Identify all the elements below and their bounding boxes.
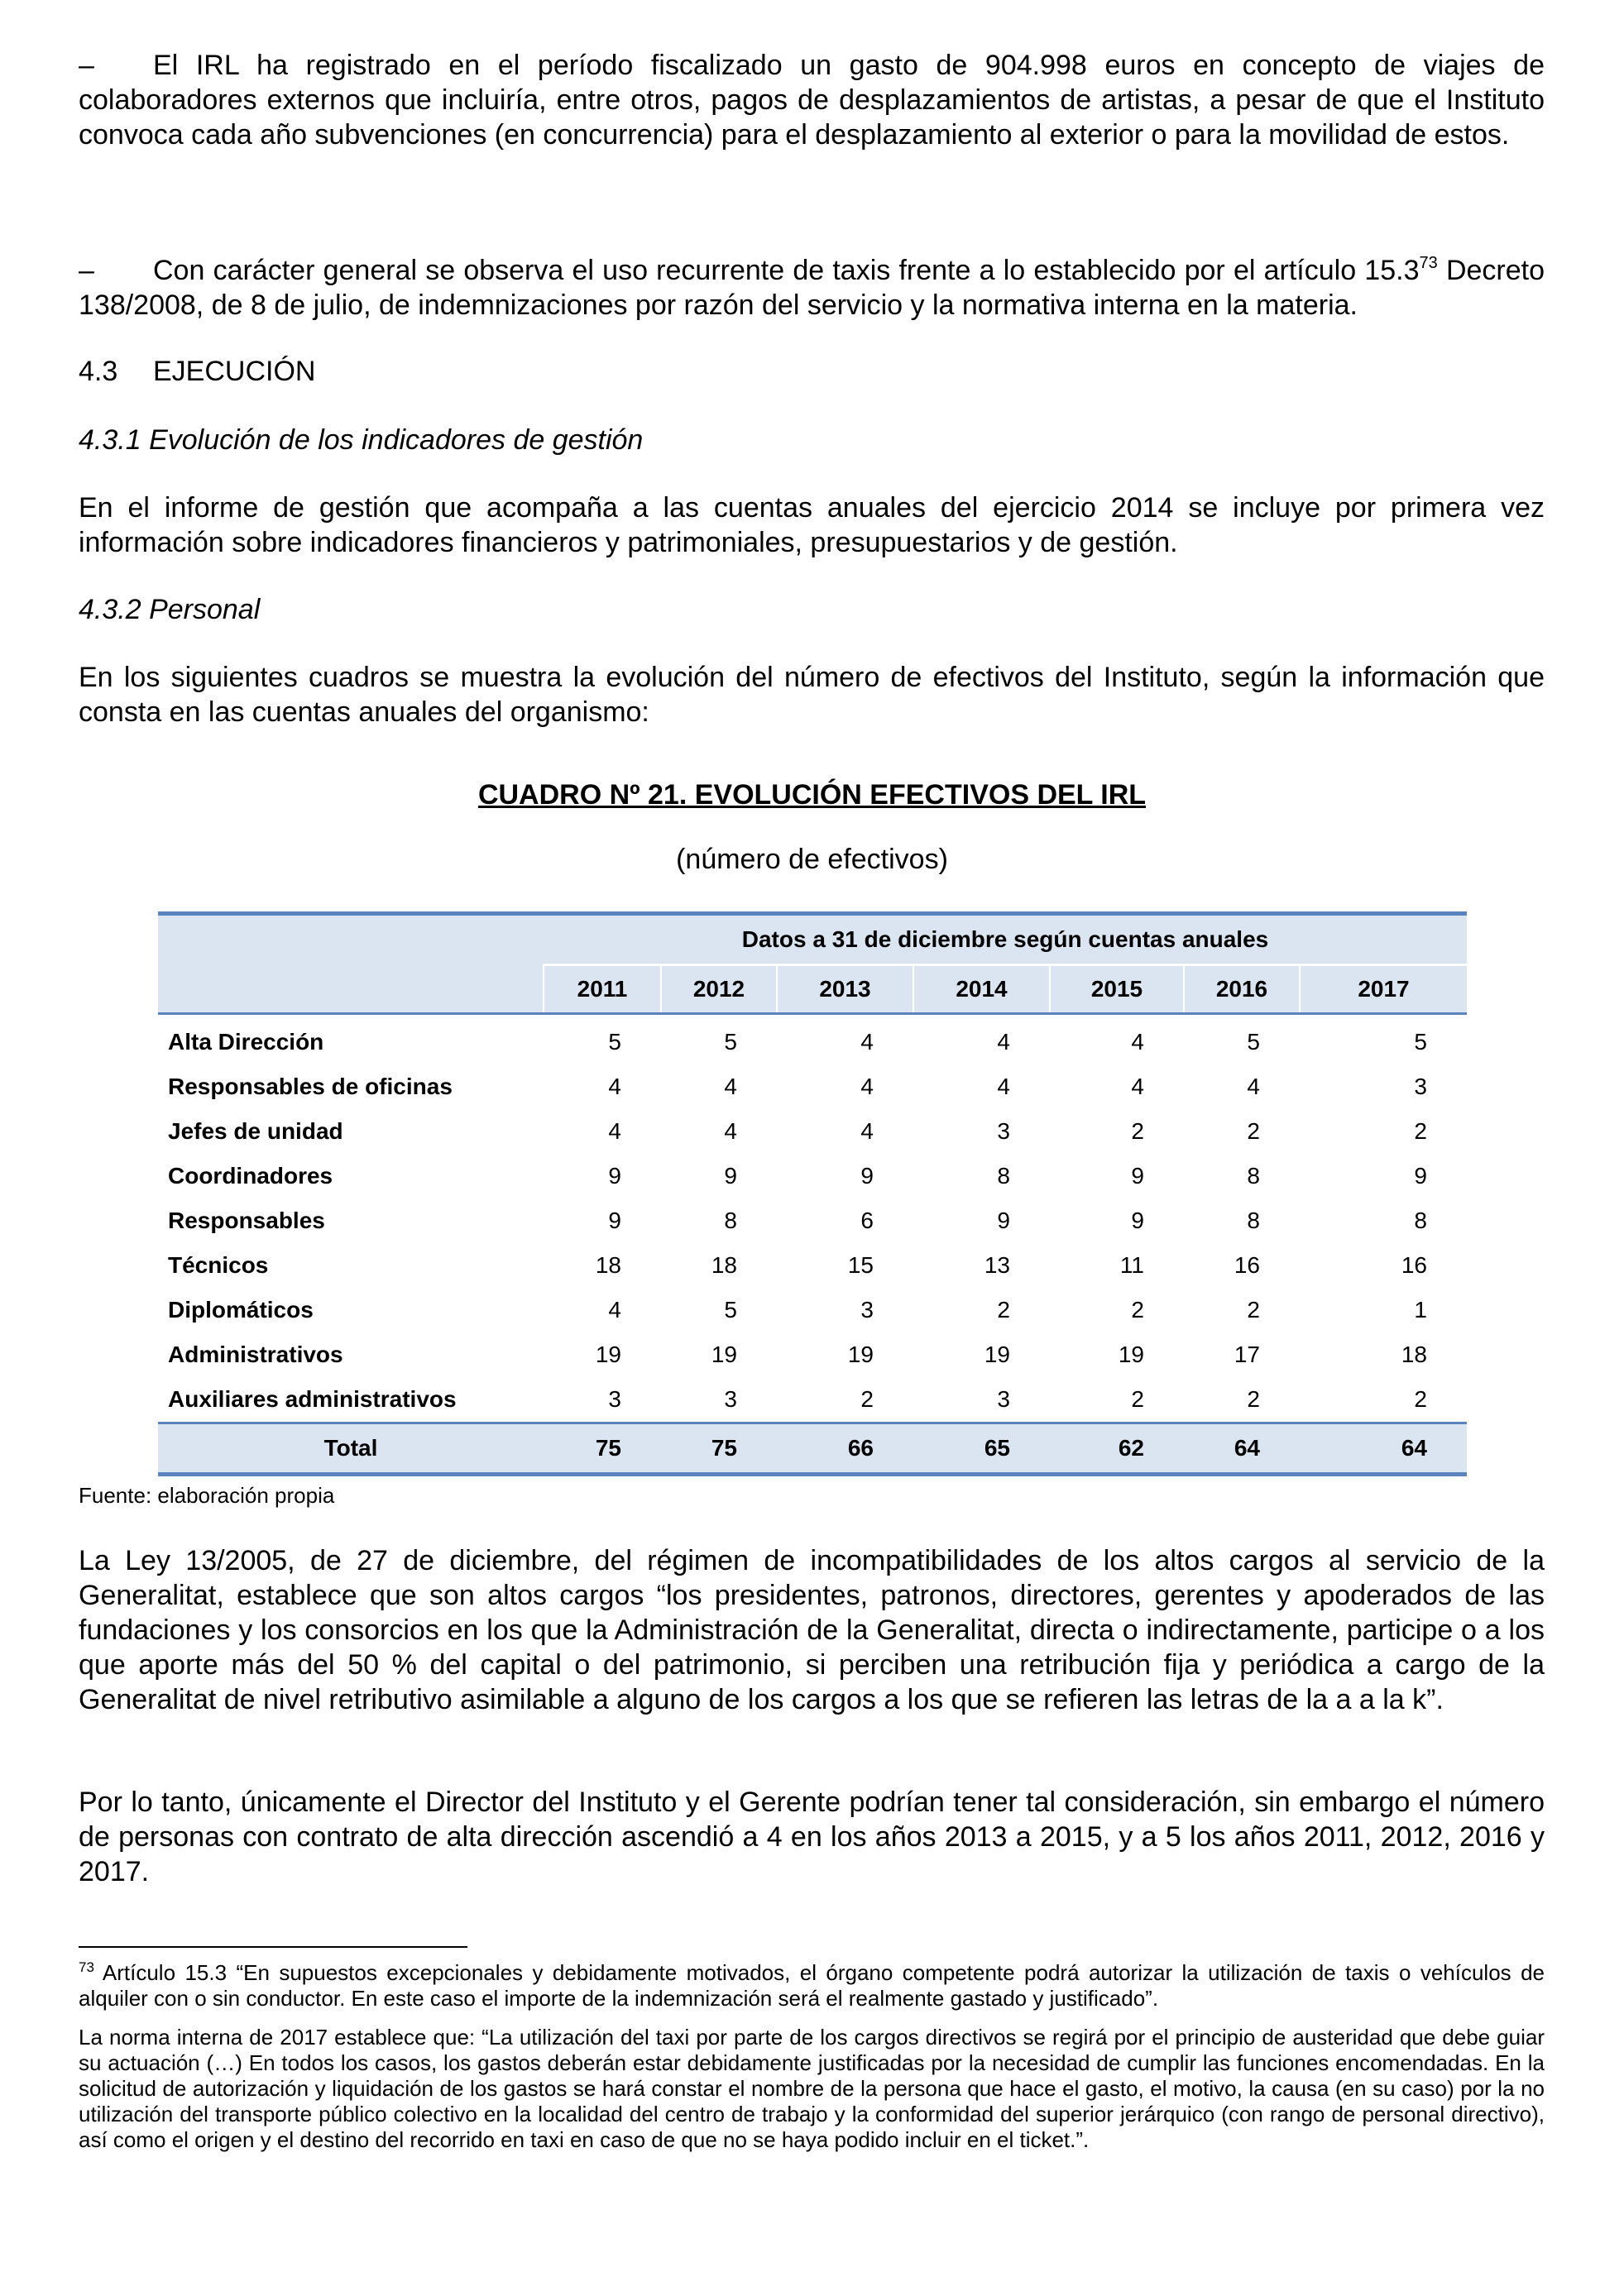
year-header: 2017 [1300,965,1467,1014]
section-number: 4.3 [79,356,118,387]
table-cell: 4 [724,1118,737,1144]
header-corner [158,914,544,1014]
total-label: Total [158,1423,544,1475]
table-cell: 2 [1131,1118,1144,1144]
table-row [158,1109,1467,1154]
year-header: 2015 [1050,965,1184,1014]
table-cell: 17 [1234,1342,1260,1367]
table-cell: 5 [724,1029,737,1055]
table-cell: 18 [595,1252,621,1278]
section-title: EJECUCIÓN [153,356,316,387]
table-cell: 18 [1401,1342,1427,1367]
table-cell: 8 [724,1208,737,1233]
table-cell: 4 [608,1118,621,1144]
table-cell: 19 [595,1342,621,1367]
year-header: 2012 [661,965,777,1014]
row-label: Jefes de unidad [168,1118,343,1144]
table-source: Fuente: elaboración propia [79,1483,335,1508]
table-cell: 8 [997,1163,1010,1189]
total-cell: 75 [544,1423,661,1475]
row-label: Responsables [168,1208,325,1233]
table-cell: 4 [1131,1074,1144,1099]
year-header: 2011 [544,965,661,1014]
table-row [158,1064,1467,1109]
table-cell: 3 [724,1386,737,1412]
table-cell: 9 [1131,1208,1144,1233]
table-cell: 4 [608,1074,621,1099]
paragraph-personal: En los siguientes cuadros se muestra la evolución del número de efectivos del Instituto, según la información que consta en las cuentas anuales del organismo: [79,662,1545,728]
table-cell: 9 [608,1163,621,1189]
total-cell: 64 [1184,1423,1300,1475]
table-cell: 4 [997,1029,1010,1055]
table-cell: 5 [724,1297,737,1323]
year-header: 2013 [777,965,913,1014]
table-body [158,1014,1467,1475]
table-cell: 8 [1247,1163,1260,1189]
table-cell: 4 [860,1029,874,1055]
bullet-text: Con carácter general se observa el uso recurrente de taxis frente a lo establecido por el artículo 15.3 [153,255,1420,286]
bullet-text-cont: Decreto 138/2008, de 8 de julio, de indemnizaciones por razón del servicio y la normativa interna en la materia. [79,255,1545,321]
bullet-travel-expenses [79,48,1545,152]
table-cell: 16 [1234,1252,1260,1278]
total-cell: 62 [1050,1423,1184,1475]
table-cell: 3 [997,1118,1010,1144]
table-cell: 9 [997,1208,1010,1233]
paragraph-ley: La Ley 13/2005, de 27 de diciembre, del régimen de incompatibilidades de los altos cargos al servicio de la Generalitat, establece que son altos cargos “los presidentes, patronos, directores, gerentes y apoderados de las fundaciones y los consorcios en los que la Administración de la Generalitat, directa o indirectamente, participe o a los que aporte más del 50 % del capital o del patrimonio, si perciben una retribución fija y periódica a cargo de la Generalitat de nivel retributivo asimilable a alguno de los cargos a los que se refieren las letras de la a a la k”. [79,1545,1545,1715]
table-cell: 4 [860,1118,874,1144]
table-cell: 3 [1414,1074,1427,1099]
bullet-text: El IRL ha registrado en el período fiscalizado un gasto de 904.998 euros en concepto de viajes de colaboradores externos que incluiría, entre otros, pagos de desplazamientos de artistas, a pesar de que el Instituto convoca cada año subvenciones (en concurrencia) para el desplazamiento al exterior o para la movilidad de estos. [79,50,1545,151]
row-label: Alta Dirección [168,1029,324,1055]
table-row [158,1154,1467,1198]
row-label: Diplomáticos [168,1297,314,1323]
table-cell: 4 [1247,1074,1260,1099]
table-cell: 5 [1414,1029,1427,1055]
table-subtitle: (número de efectivos) [676,844,948,875]
table-cell: 19 [711,1342,737,1367]
table-cell: 5 [608,1029,621,1055]
row-label: Coordinadores [168,1163,333,1189]
table-cell: 2 [1131,1297,1144,1323]
bullet-taxis [79,253,1545,323]
total-cell: 66 [777,1423,913,1475]
table-cell: 5 [1247,1029,1260,1055]
section-heading [79,354,315,389]
table-row [158,1377,1467,1423]
table-row [158,1014,1467,1065]
subsection-heading-indicators: 4.3.1 Evolución de los indicadores de gestión [79,424,644,456]
table-cell: 9 [724,1163,737,1189]
footnote-text: Artículo 15.3 “En supuestos excepcionales y debidamente motivados, el órgano competente podrá autorizar la utilización de taxis o vehículos de alquiler con o sin conductor. En este caso el importe de la indemnización será el realmente gastado y justificado”. [79,1960,1545,2011]
total-cell: 64 [1300,1423,1467,1475]
table-cell: 8 [1247,1208,1260,1233]
table-cell: 8 [1414,1208,1427,1233]
table-cell: 1 [1414,1297,1427,1323]
table-cell: 3 [997,1386,1010,1412]
table-cell: 4 [860,1074,874,1099]
table-cell: 2 [860,1386,874,1412]
row-label: Responsables de oficinas [168,1074,453,1099]
table-cell: 2 [1131,1386,1144,1412]
year-header: 2014 [913,965,1050,1014]
table-cell: 4 [608,1297,621,1323]
footnote-separator [79,1946,467,1948]
year-header: 2016 [1184,965,1300,1014]
table-cell: 13 [984,1252,1010,1278]
table-row [158,1243,1467,1288]
table-cell: 2 [1247,1386,1260,1412]
table-cell: 9 [608,1208,621,1233]
table-row [158,1198,1467,1243]
staff-table [158,911,1467,1476]
footnote-number: 73 [79,1959,94,1975]
table-cell: 19 [1118,1342,1144,1367]
table-cell: 2 [1414,1386,1427,1412]
paragraph-conclusion: Por lo tanto, únicamente el Director del Instituto y el Gerente podrían tener tal consideración, sin embargo el número de personas con contrato de alta dirección ascendió a 4 en los años 2013 a 2015, y a 5 los años 2011, 2012, 2016 y 2017. [79,1787,1545,1887]
total-cell: 65 [913,1423,1050,1475]
table-cell: 9 [860,1163,874,1189]
table-cell: 15 [847,1252,874,1278]
table-row [158,1332,1467,1377]
table-cell: 3 [608,1386,621,1412]
row-label: Auxiliares administrativos [168,1386,457,1412]
table-cell: 9 [1414,1163,1427,1189]
group-header: Datos a 31 de diciembre según cuentas anuales [544,914,1467,965]
table-cell: 16 [1401,1252,1427,1278]
total-row [158,1423,1467,1475]
bullet-dash: – [79,255,94,286]
table-cell: 19 [847,1342,874,1367]
table-cell: 4 [724,1074,737,1099]
footnote-73 [79,1960,1545,2011]
table-cell: 9 [1131,1163,1144,1189]
table-title: CUADRO Nº 21. EVOLUCIÓN EFECTIVOS DEL IRL [477,779,1147,811]
table-row [158,1288,1467,1332]
table-cell: 4 [997,1074,1010,1099]
table-cell: 4 [1131,1029,1144,1055]
row-label: Técnicos [168,1252,269,1278]
total-cell: 75 [661,1423,777,1475]
table-cell: 2 [997,1297,1010,1323]
footnote-ref[interactable]: 73 [1419,254,1438,272]
paragraph-indicators: En el informe de gestión que acompaña a las cuentas anuales del ejercicio 2014 se incluye por primera vez información sobre indicadores financieros y patrimoniales, presupuestarios y de gestión. [79,492,1545,558]
table-cell: 19 [984,1342,1010,1367]
table-cell: 2 [1414,1118,1427,1144]
table-cell: 18 [711,1252,737,1278]
table-cell: 3 [860,1297,874,1323]
row-label: Administrativos [168,1342,343,1367]
table-cell: 11 [1119,1252,1144,1278]
table-cell: 2 [1247,1297,1260,1323]
table-cell: 6 [860,1208,874,1233]
bullet-dash: – [79,50,94,81]
table-cell: 2 [1247,1118,1260,1144]
footnote-continuation: La norma interna de 2017 establece que: “La utilización del taxi por parte de los cargos directivos se regirá por el principio de austeridad que debe guiar su actuación (…) En todos los casos, los gastos deberán estar debidamente justificadas por la necesidad de cumplir las funciones encomendadas. En la solicitud de autorización y liquidación de los gastos se hará constar el nombre de la persona que hace el gasto, el motivo, la causa (en su caso) por la no utilización del transporte público colectivo en la localidad del centro de trabajo y la conformidad del superior jerárquico (con rango de personal directivo), así como el origen y el destino del recorrido en taxi en caso de que no se haya podido incluir en el ticket.”. [79,2025,1545,2152]
subsection-heading-personal: 4.3.2 Personal [79,594,261,625]
